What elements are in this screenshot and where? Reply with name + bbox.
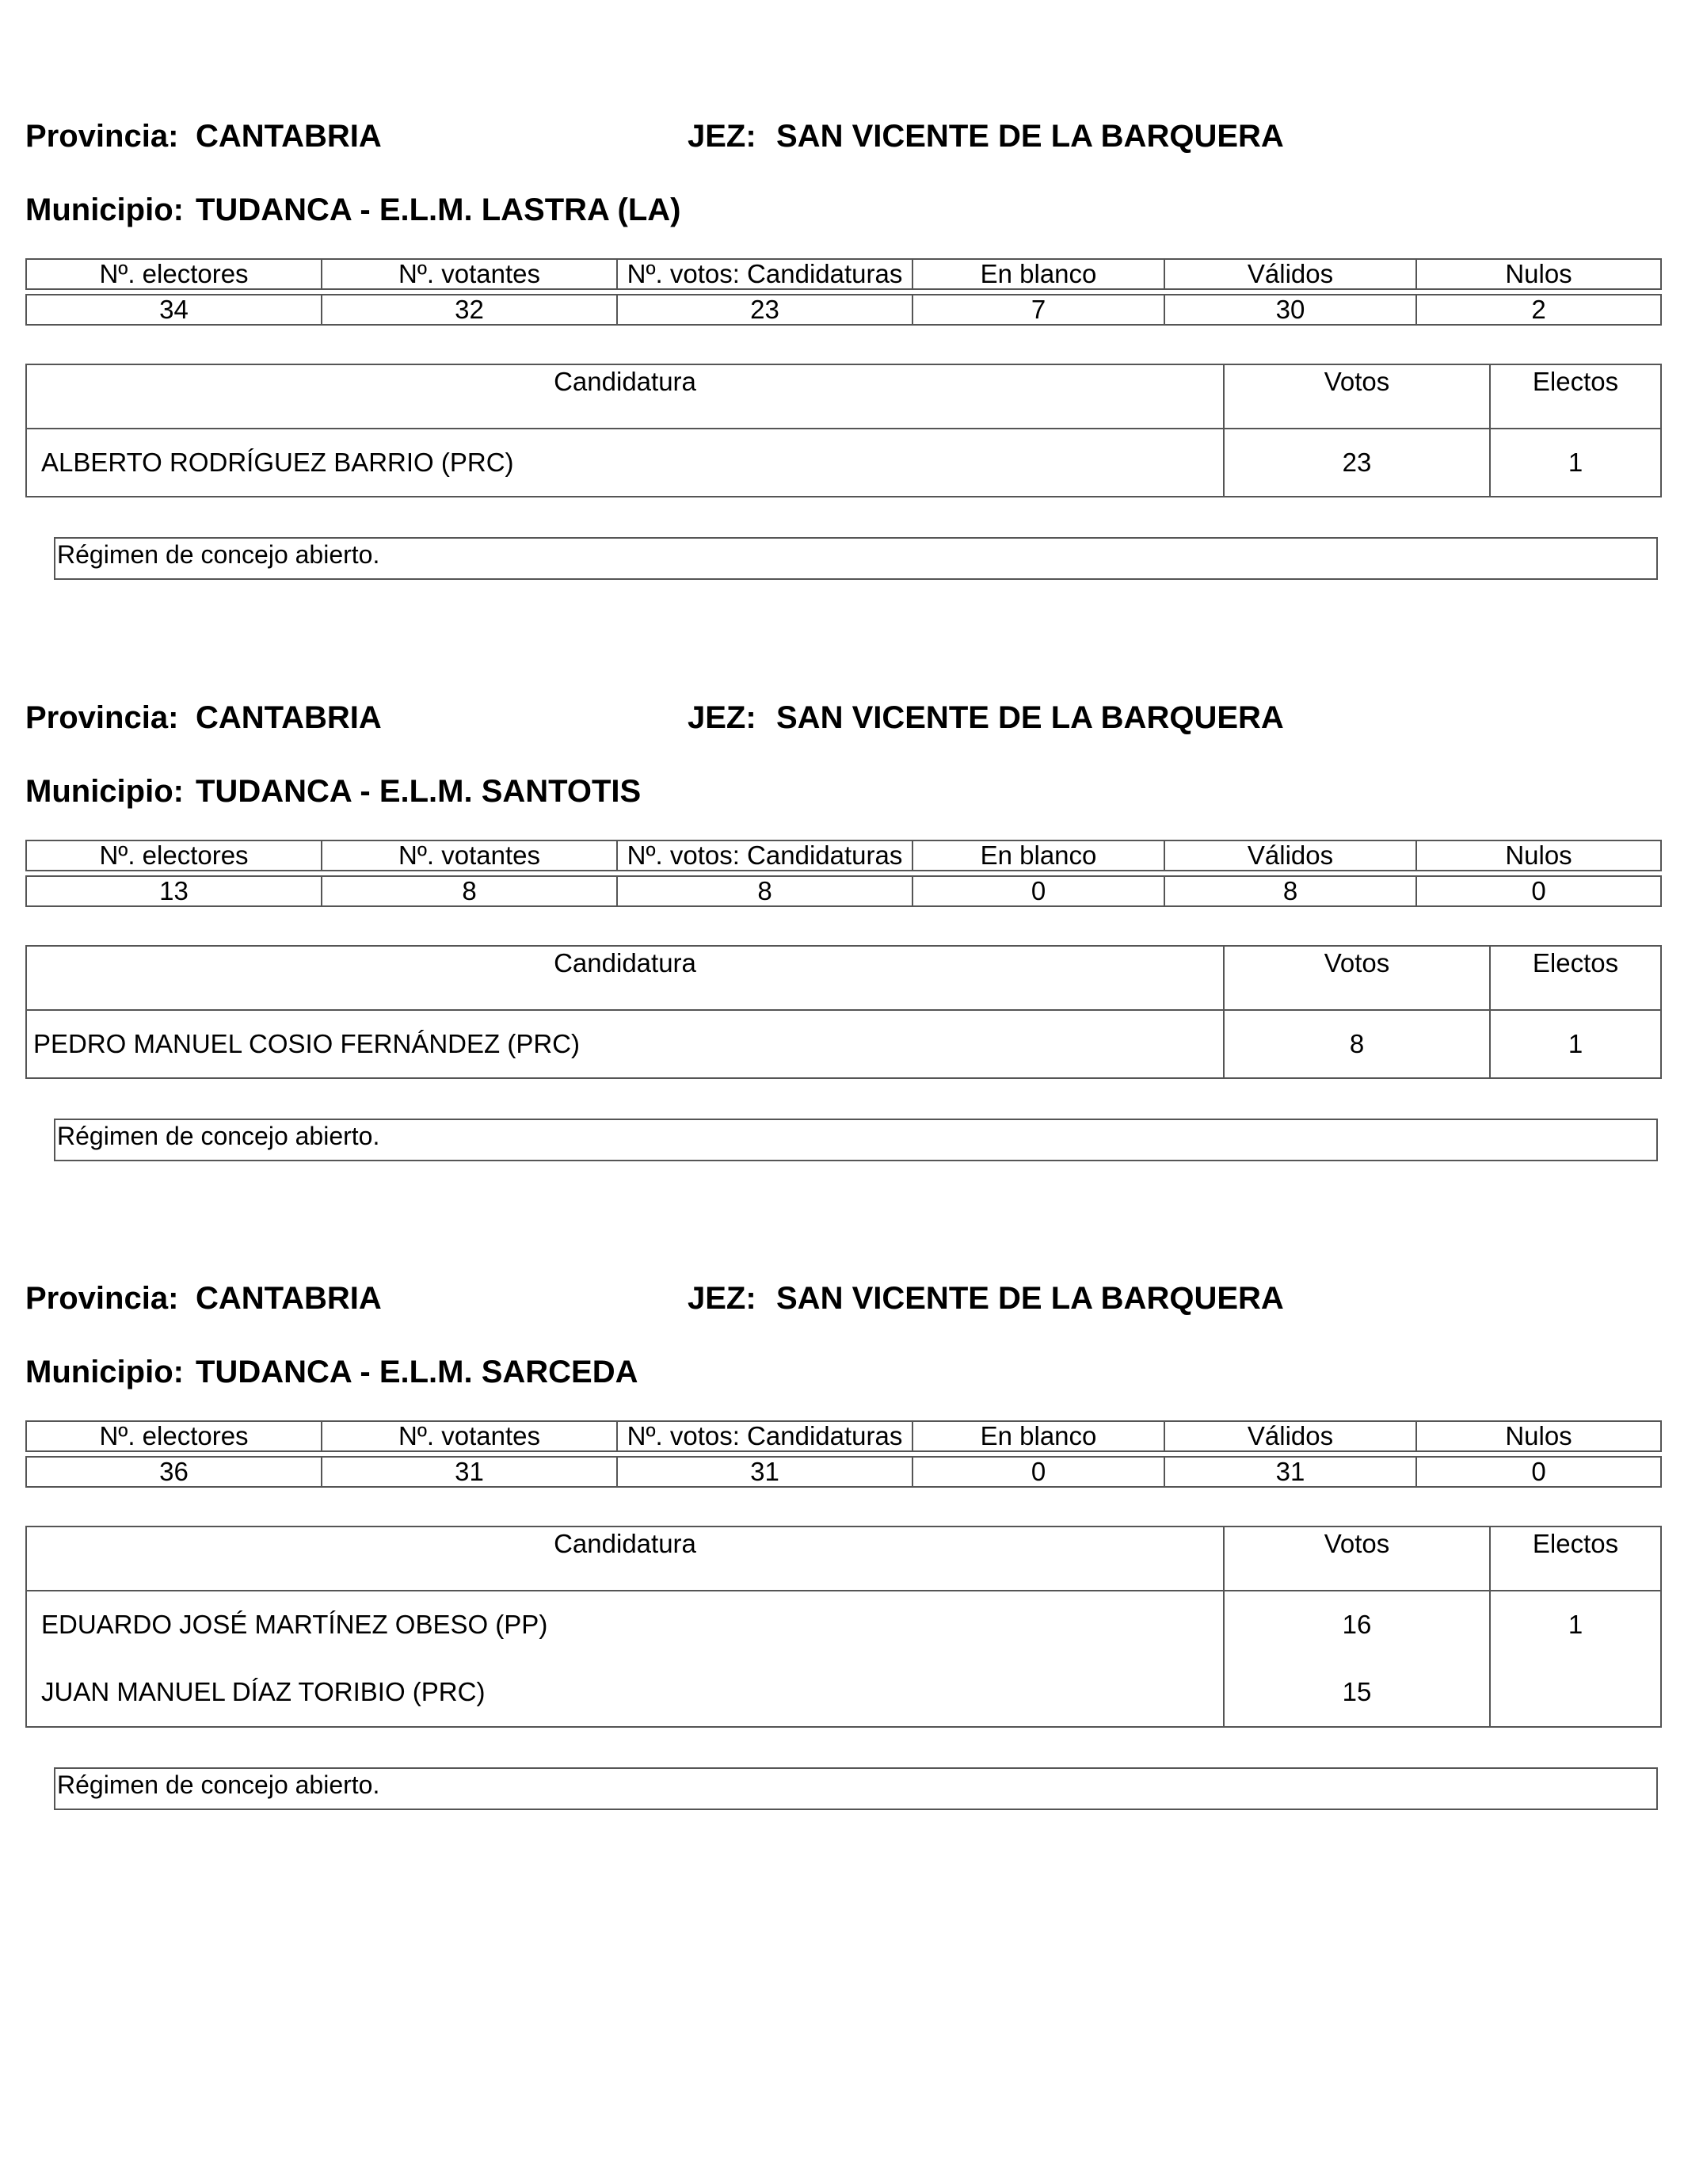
- stats-header-nulos: Nulos: [1416, 840, 1661, 871]
- candidates-table: [25, 945, 1662, 1079]
- provincia-label: Provincia:: [25, 1281, 179, 1316]
- provincia-label: Provincia:: [25, 119, 179, 154]
- municipio-label: Municipio:: [25, 1355, 184, 1389]
- stats-header-en-blanco: En blanco: [912, 259, 1164, 289]
- electos-header: Electos: [1490, 946, 1661, 1010]
- stats-header-votantes: Nº. votantes: [322, 840, 617, 871]
- stats-header-electores: Nº. electores: [26, 1421, 322, 1451]
- stats-gap: [26, 289, 1661, 295]
- provincia-value: CANTABRIA: [196, 700, 382, 735]
- stats-value-en-blanco: 0: [912, 1457, 1164, 1487]
- candidate-row: [26, 1658, 1661, 1727]
- stats-header-electores: Nº. electores: [26, 840, 322, 871]
- jez-value: SAN VICENTE DE LA BARQUERA: [776, 119, 1284, 154]
- stats-value-nulos: 0: [1416, 1457, 1661, 1487]
- jez-line: [688, 120, 1284, 152]
- regimen-note: Régimen de concejo abierto.: [54, 537, 1658, 580]
- stats-value-votantes: 31: [322, 1457, 617, 1487]
- stats-value-validos: 8: [1164, 876, 1416, 906]
- municipio-value: TUDANCA - E.L.M. SANTOTIS: [196, 774, 642, 809]
- candidate-row: [26, 1591, 1661, 1658]
- candidate-votos: 23: [1224, 429, 1490, 497]
- stats-header-votos-candidaturas: Nº. votos: Candidaturas: [617, 1421, 912, 1451]
- jez-label: JEZ:: [688, 700, 756, 735]
- stats-value-electores: 36: [26, 1457, 322, 1487]
- municipio-value: TUDANCA - E.L.M. SARCEDA: [196, 1355, 638, 1389]
- electos-header: Electos: [1490, 364, 1661, 429]
- candidatura-header: Candidatura: [26, 364, 1224, 429]
- municipio-line: [25, 776, 641, 807]
- stats-table: [25, 258, 1662, 326]
- candidate-electos: 1: [1490, 429, 1661, 497]
- municipio-section-santotis: [0, 581, 1684, 1168]
- candidate-electos: 1: [1490, 1591, 1661, 1658]
- stats-header-row: [26, 259, 1661, 289]
- candidate-name: EDUARDO JOSÉ MARTÍNEZ OBESO (PP): [26, 1591, 1224, 1658]
- candidate-electos: [1490, 1658, 1661, 1727]
- municipio-line: [25, 194, 681, 226]
- votos-header: Votos: [1224, 946, 1490, 1010]
- candidate-name: PEDRO MANUEL COSIO FERNÁNDEZ (PRC): [26, 1010, 1224, 1078]
- jez-line: [688, 1283, 1284, 1314]
- stats-header-nulos: Nulos: [1416, 259, 1661, 289]
- votos-header: Votos: [1224, 364, 1490, 429]
- municipio-label: Municipio:: [25, 774, 184, 809]
- stats-gap: [26, 871, 1661, 876]
- provincia-line: [25, 702, 382, 734]
- candidate-row: [26, 1010, 1661, 1078]
- candidates-table: [25, 1526, 1662, 1728]
- stats-gap: [26, 1451, 1661, 1457]
- jez-label: JEZ:: [688, 119, 756, 154]
- jez-line: [688, 702, 1284, 734]
- provincia-line: [25, 120, 382, 152]
- candidatura-header: Candidatura: [26, 946, 1224, 1010]
- stats-header-en-blanco: En blanco: [912, 1421, 1164, 1451]
- municipio-section-sarceda: [0, 1162, 1684, 1843]
- stats-header-nulos: Nulos: [1416, 1421, 1661, 1451]
- stats-value-row: [26, 876, 1661, 906]
- stats-header-row: [26, 840, 1661, 871]
- stats-header-validos: Válidos: [1164, 259, 1416, 289]
- candidates-header-row: [26, 946, 1661, 1010]
- provincia-label: Provincia:: [25, 700, 179, 735]
- municipio-section-lastra: [0, 0, 1684, 586]
- stats-header-validos: Válidos: [1164, 1421, 1416, 1451]
- provincia-line: [25, 1283, 382, 1314]
- candidate-row: [26, 429, 1661, 497]
- regimen-note: Régimen de concejo abierto.: [54, 1119, 1658, 1161]
- stats-header-electores: Nº. electores: [26, 259, 322, 289]
- stats-value-en-blanco: 0: [912, 876, 1164, 906]
- votos-header: Votos: [1224, 1527, 1490, 1591]
- stats-value-votantes: 8: [322, 876, 617, 906]
- provincia-value: CANTABRIA: [196, 1281, 382, 1316]
- stats-value-votos-candidaturas: 31: [617, 1457, 912, 1487]
- stats-table: [25, 840, 1662, 907]
- stats-value-row: [26, 1457, 1661, 1487]
- candidate-electos: 1: [1490, 1010, 1661, 1078]
- stats-value-row: [26, 295, 1661, 325]
- stats-table: [25, 1420, 1662, 1488]
- municipio-value: TUDANCA - E.L.M. LASTRA (LA): [196, 192, 681, 227]
- stats-header-votos-candidaturas: Nº. votos: Candidaturas: [617, 840, 912, 871]
- stats-header-votantes: Nº. votantes: [322, 1421, 617, 1451]
- stats-value-votantes: 32: [322, 295, 617, 325]
- stats-value-validos: 30: [1164, 295, 1416, 325]
- stats-value-votos-candidaturas: 8: [617, 876, 912, 906]
- regimen-note: Régimen de concejo abierto.: [54, 1767, 1658, 1810]
- provincia-value: CANTABRIA: [196, 119, 382, 154]
- municipio-label: Municipio:: [25, 192, 184, 227]
- stats-value-nulos: 0: [1416, 876, 1661, 906]
- stats-header-row: [26, 1421, 1661, 1451]
- stats-value-nulos: 2: [1416, 295, 1661, 325]
- stats-value-validos: 31: [1164, 1457, 1416, 1487]
- candidatura-header: Candidatura: [26, 1527, 1224, 1591]
- candidate-votos: 8: [1224, 1010, 1490, 1078]
- stats-header-votantes: Nº. votantes: [322, 259, 617, 289]
- candidates-table: [25, 364, 1662, 497]
- stats-value-electores: 34: [26, 295, 322, 325]
- candidate-votos: 16: [1224, 1591, 1490, 1658]
- candidates-header-row: [26, 364, 1661, 429]
- municipio-line: [25, 1356, 638, 1388]
- stats-value-electores: 13: [26, 876, 322, 906]
- jez-value: SAN VICENTE DE LA BARQUERA: [776, 1281, 1284, 1316]
- stats-header-votos-candidaturas: Nº. votos: Candidaturas: [617, 259, 912, 289]
- stats-header-en-blanco: En blanco: [912, 840, 1164, 871]
- jez-label: JEZ:: [688, 1281, 756, 1316]
- jez-value: SAN VICENTE DE LA BARQUERA: [776, 700, 1284, 735]
- electos-header: Electos: [1490, 1527, 1661, 1591]
- candidate-name: JUAN MANUEL DÍAZ TORIBIO (PRC): [26, 1658, 1224, 1727]
- candidate-name: ALBERTO RODRÍGUEZ BARRIO (PRC): [26, 429, 1224, 497]
- candidates-header-row: [26, 1527, 1661, 1591]
- candidate-votos: 15: [1224, 1658, 1490, 1727]
- stats-value-votos-candidaturas: 23: [617, 295, 912, 325]
- stats-value-en-blanco: 7: [912, 295, 1164, 325]
- stats-header-validos: Válidos: [1164, 840, 1416, 871]
